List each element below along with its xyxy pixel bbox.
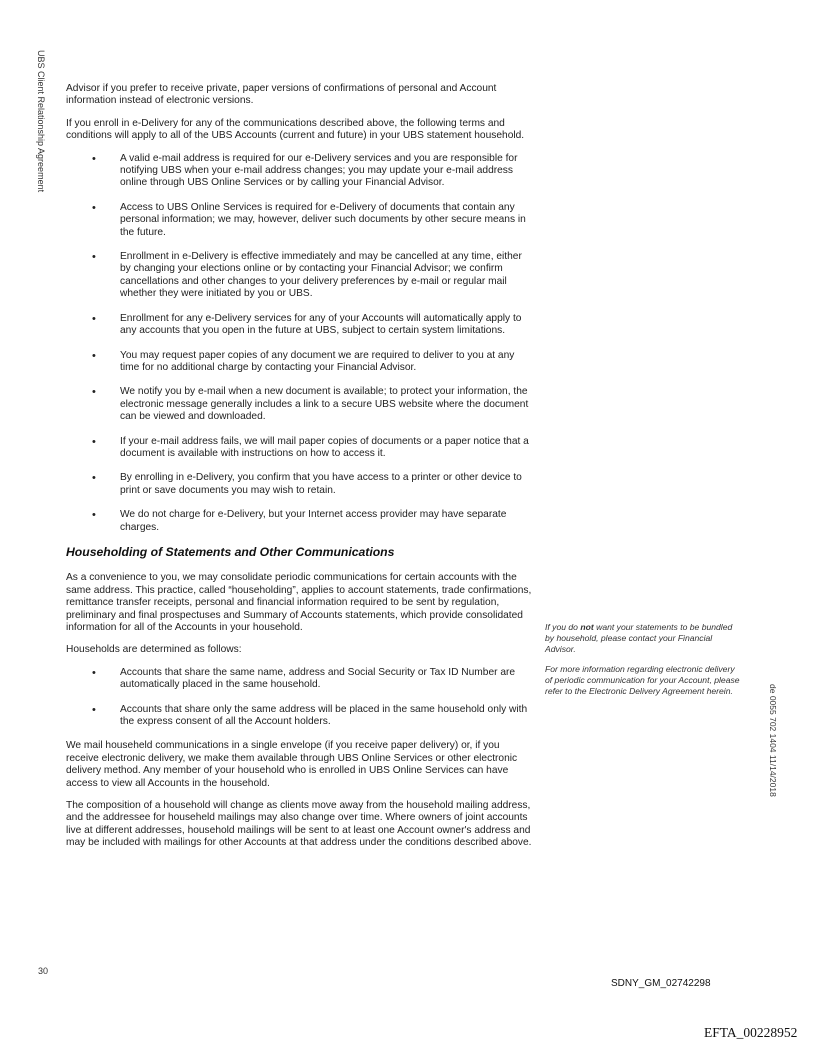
list-item [66,436,532,461]
bullet-icon: • [92,201,96,214]
list-item [66,313,532,338]
list-item [66,472,532,497]
margin-note-1-text-a: If you do [545,622,581,632]
list-item-text: You may request paper copies of any document we are required to deliver to you at any time for no additional charge by contacting your Financial Advisor. [120,349,515,373]
list-item [66,202,532,239]
section-heading-householding: Householding of Statements and Other Communications [66,544,395,559]
household-rules-list [66,667,532,729]
bullet-icon: • [92,349,96,362]
bullet-icon: • [92,666,96,679]
list-item-text: We notify you by e-mail when a new document is available; to protect your information, the electronic message generally includes a link to a secure UBS website where the document can be viewed and downloaded. [120,386,529,423]
page-number: 30 [38,966,49,976]
bullet-icon: • [92,435,96,448]
list-item [66,704,532,729]
list-item [66,509,532,534]
list-item [66,153,532,190]
bullet-icon: • [92,152,96,165]
intro-paragraph-2: If you enroll in e-Delivery for any of the communications described above, the following terms and conditions will apply to all of the UBS Accounts (current and future) in your UBS statement household. [66,117,525,142]
list-item-text: Accounts that share only the same address will be placed in the same household only with the express consent of all the Account holders. [120,703,528,728]
bullet-icon: • [92,312,96,325]
bates-number: SDNY_GM_02742298 [611,978,711,989]
side-running-title: UBS Client Relationship Agreement [36,50,46,193]
bullet-icon: • [92,472,96,485]
main-column [66,83,532,860]
efta-number: EFTA_00228952 [704,1025,798,1040]
bullet-icon: • [92,509,96,522]
householding-paragraph-4: The composition of a household will change as clients move away from the household mailing address, and the addressee for househeld mailings may also change over time. Where owners of joint accounts live at different addresses, household mailings will be sent to at least one Account owner's address and may be included with mailings for other Accounts at that address under the conditions described above. [66,800,532,849]
list-item-text: Access to UBS Online Services is required for e-Delivery of documents that contain any personal information; we may, however, deliver such documents by other secure means in the future. [120,201,526,238]
list-item-text: By enrolling in e-Delivery, you confirm that you have access to a printer or other device to print or save documents you may wish to retain. [120,472,522,496]
list-item [66,251,532,301]
list-item [66,350,532,375]
intro-paragraph-1: Advisor if you prefer to receive private, paper versions of confirmations of personal and Account information instead of electronic versions. [66,83,497,107]
edelivery-terms-list [66,153,532,534]
margin-note-1 [545,622,740,654]
list-item-text: Enrollment in e-Delivery is effective immediately and may be cancelled at any time, either by changing your elections online or by contacting your Financial Advisor; we confirm cancellations and other changes to your delivery preferences by e-mail or regular mail whether they were initiated by you or UBS. [120,251,522,300]
list-item-text: Enrollment for any e-Delivery services for any of your Accounts will automatically apply to any accounts that you open in the future at UBS, subject to certain system limitations. [120,312,522,337]
list-item [66,386,532,423]
list-item-text: We do not charge for e-Delivery, but your Internet access provider may have separate charges. [120,509,507,533]
list-item-text: Accounts that share the same name, address and Social Security or Tax ID Number are automatically placed in the same household. [120,666,516,691]
list-item-text: A valid e-mail address is required for our e-Delivery services and you are responsible for notifying UBS when your e-mail address changes; you may update your e-mail address online through UBS Online Services or by calling your Financial Advisor. [120,152,518,189]
list-item-text: If your e-mail address fails, we will mail paper copies of documents or a paper notice that a document is available with instructions on how to access it. [120,435,529,459]
bullet-icon: • [92,703,96,716]
side-document-code: de 0055 702 1404 11/14/2018 [768,684,778,797]
margin-note-1-text-b: want your statements to be bundled by household, please contact your Financial Advisor. [545,622,733,654]
householding-paragraph-3: We mail househeld communications in a single envelope (if you receive paper delivery) or, if you receive electronic delivery, we make them available through UBS Online Services or other electronic delivery method. Any member of your household who is enrolled in UBS Online Services can have access to view all Accounts in the household. [66,740,518,789]
householding-paragraph-2: Households are determined as follows: [66,644,242,656]
bullet-icon: • [92,251,96,264]
margin-note-2: For more information regarding electronic delivery of periodic communication for your Account, please refer to the Electronic Delivery Agreement herein. [545,664,740,696]
bullet-icon: • [92,386,96,399]
margin-note-1-emphasis: not [580,622,594,632]
list-item [66,667,532,692]
householding-paragraph-1: As a convenience to you, we may consolidate periodic communications for certain accounts with the same address. This practice, called “householding”, applies to account statements, trade confirmations, remittance transfer receipts, personal and financial information required to be sent by regulation, preliminary and final prospectuses and Summary of Accounts statements, which provide consolidated information for all of the Accounts in your household. [66,572,532,633]
margin-note [545,622,740,707]
